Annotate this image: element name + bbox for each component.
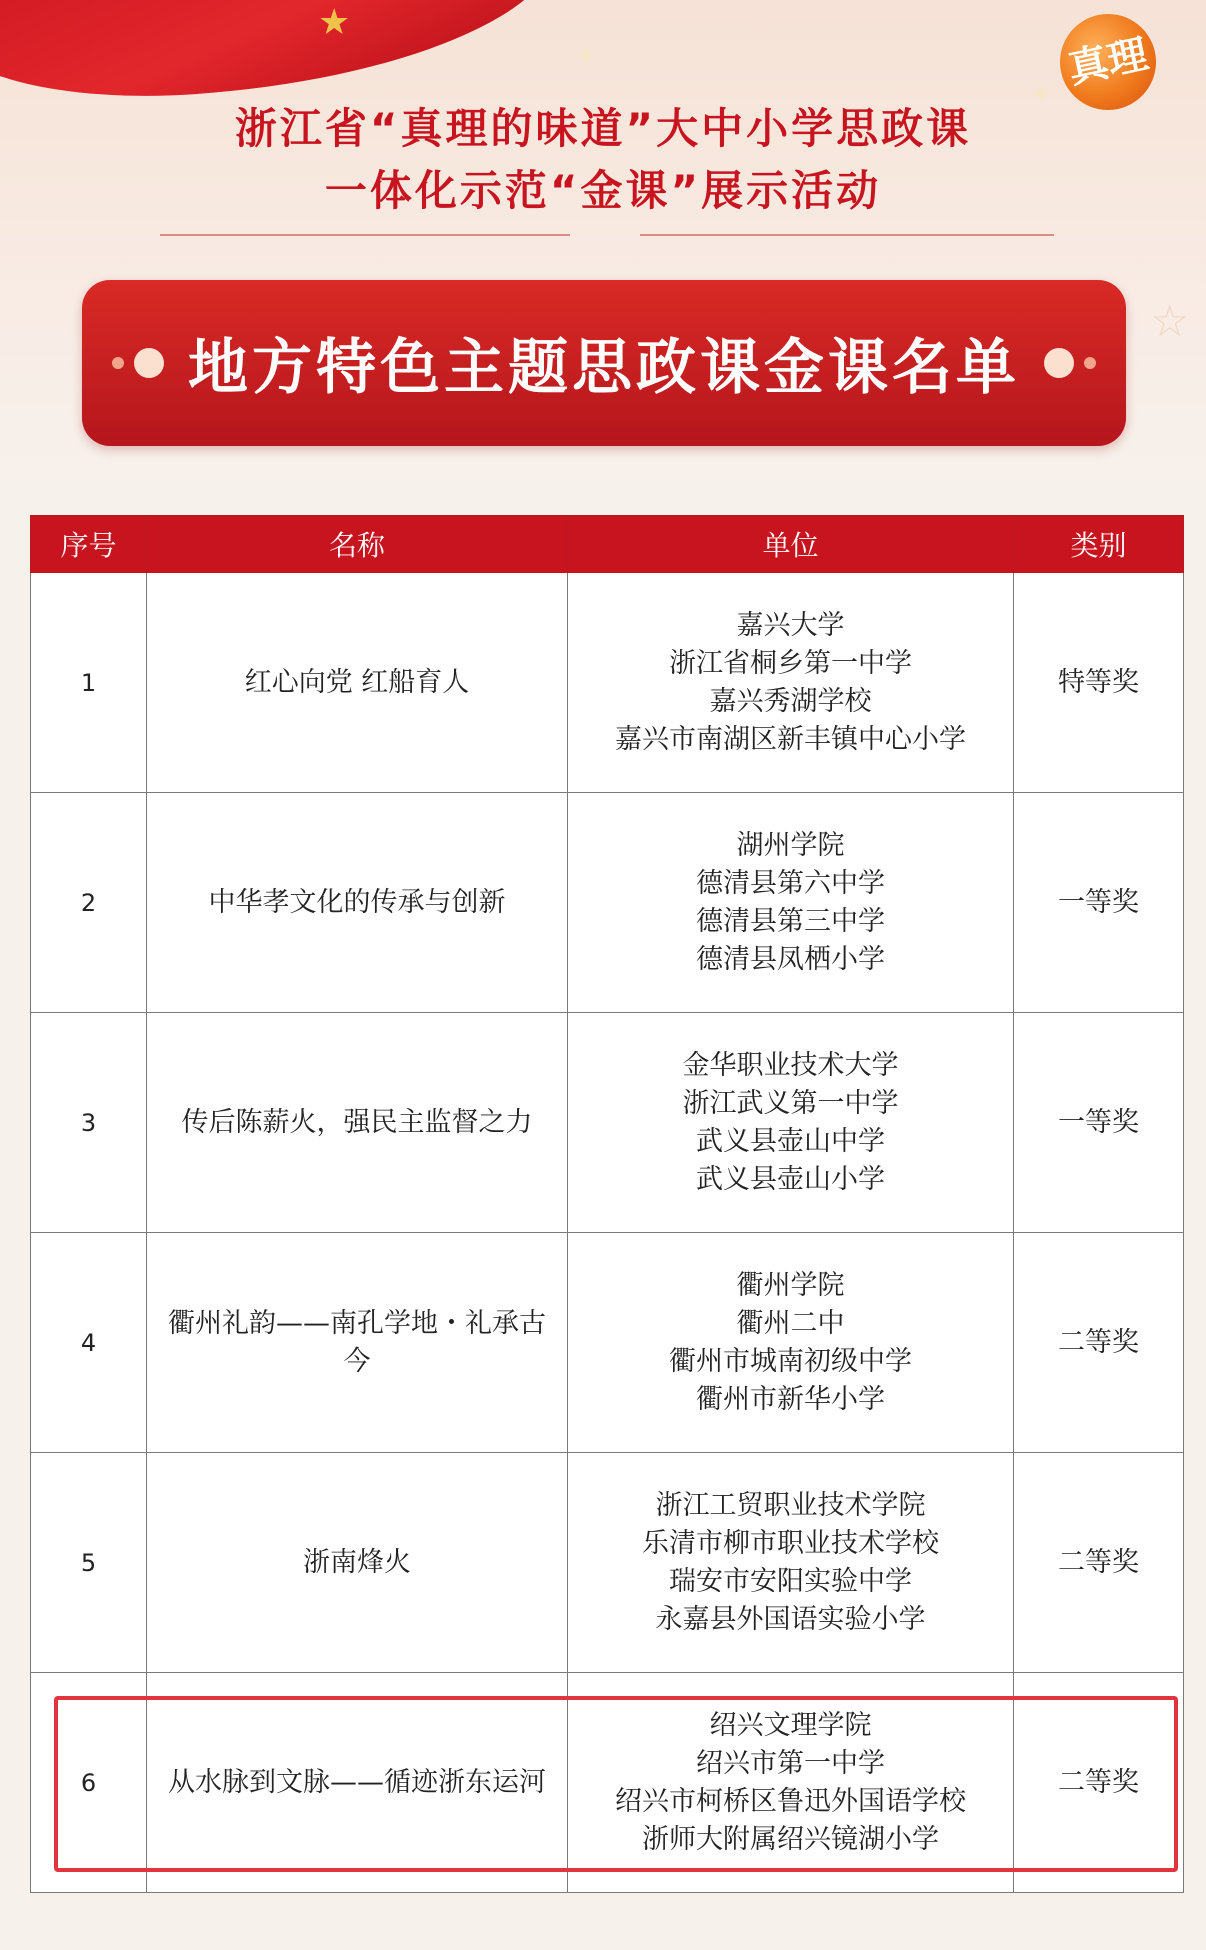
- column-header-unit: 单位: [568, 516, 1014, 573]
- table-row: [31, 573, 1184, 793]
- table-row: [31, 793, 1184, 1013]
- unit-item: 嘉兴市南湖区新丰镇中心小学: [615, 723, 966, 755]
- table-row: [31, 1013, 1184, 1233]
- unit-item: 德清县第六中学: [696, 867, 885, 899]
- row-index: 1: [31, 573, 147, 793]
- row-category: 二等奖: [1014, 1453, 1184, 1673]
- section-banner: [82, 280, 1126, 446]
- banner-title: 地方特色主题思政课金课名单: [188, 333, 1020, 403]
- unit-item: 浙师大附属绍兴镜湖小学: [642, 1823, 939, 1855]
- unit-item: 衢州二中: [736, 1307, 845, 1339]
- divider: [160, 234, 570, 236]
- column-header-name: 名称: [147, 516, 568, 573]
- row-name: 红心向党 红船育人: [147, 573, 568, 793]
- row-units: [568, 1673, 1014, 1893]
- unit-item: 衢州学院: [736, 1269, 845, 1301]
- row-name: 中华孝文化的传承与创新: [147, 793, 568, 1013]
- unit-item: 湖州学院: [736, 829, 845, 861]
- row-index: 3: [31, 1013, 147, 1233]
- red-flag-decoration: [0, 0, 567, 111]
- sparkle-icon: ✦: [575, 42, 597, 72]
- row-index: 6: [31, 1673, 147, 1893]
- row-units: [568, 573, 1014, 793]
- row-index: 4: [31, 1233, 147, 1453]
- unit-item: 嘉兴秀湖学校: [709, 685, 872, 717]
- unit-item: 瑞安市安阳实验中学: [669, 1565, 912, 1597]
- row-units: [568, 1233, 1014, 1453]
- row-units: [568, 1453, 1014, 1673]
- row-name: 传后陈薪火，强民主监督之力: [147, 1013, 568, 1233]
- unit-item: 嘉兴大学: [736, 609, 845, 641]
- unit-item: 德清县第三中学: [696, 905, 885, 937]
- divider: [640, 234, 1054, 236]
- row-category: 特等奖: [1014, 573, 1184, 793]
- row-category: 一等奖: [1014, 1013, 1184, 1233]
- award-table: [30, 515, 1184, 1893]
- unit-item: 乐清市柳市职业技术学校: [642, 1527, 939, 1559]
- page-title-line1: 浙江省“真理的味道”大中小学思政课: [234, 104, 972, 153]
- unit-item: 武义县壶山小学: [696, 1163, 885, 1195]
- unit-item: 绍兴市第一中学: [696, 1747, 885, 1779]
- unit-item: 绍兴市柯桥区鲁迅外国语学校: [615, 1785, 966, 1817]
- banner-dots-right: [1044, 348, 1096, 378]
- table-row: [31, 1233, 1184, 1453]
- sparkle-icon: ✦: [1030, 80, 1052, 110]
- unit-item: 武义县壶山中学: [696, 1125, 885, 1157]
- column-header-index: 序号: [31, 516, 147, 573]
- unit-item: 衢州市新华小学: [696, 1383, 885, 1415]
- unit-item: 德清县凤栖小学: [696, 943, 885, 975]
- table-row: [31, 1673, 1184, 1893]
- column-header-category: 类别: [1014, 516, 1184, 573]
- row-name: 从水脉到文脉——循迹浙东运河: [147, 1673, 568, 1893]
- unit-item: 浙江工贸职业技术学院: [655, 1489, 926, 1521]
- logo: 真理: [1051, 5, 1165, 119]
- table-header-row: [31, 516, 1184, 573]
- star-icon: ★: [318, 2, 351, 43]
- unit-item: 永嘉县外国语实验小学: [655, 1603, 926, 1635]
- row-category: 二等奖: [1014, 1233, 1184, 1453]
- unit-item: 浙江省桐乡第一中学: [669, 647, 912, 679]
- row-units: [568, 1013, 1014, 1233]
- page-header: [0, 0, 1206, 490]
- row-index: 2: [31, 793, 147, 1013]
- row-name: 浙南烽火: [147, 1453, 568, 1673]
- unit-item: 金华职业技术大学: [682, 1049, 899, 1081]
- unit-item: 浙江武义第一中学: [682, 1087, 899, 1119]
- row-category: 一等奖: [1014, 793, 1184, 1013]
- row-index: 5: [31, 1453, 147, 1673]
- banner-dots-left: [112, 348, 164, 378]
- table-row: [31, 1453, 1184, 1673]
- row-category: 二等奖: [1014, 1673, 1184, 1893]
- page-title-line2: 一体化示范“金课”展示活动: [324, 166, 882, 215]
- unit-item: 衢州市城南初级中学: [669, 1345, 912, 1377]
- star-outline-icon: ☆: [1150, 296, 1190, 347]
- unit-item: 绍兴文理学院: [709, 1709, 872, 1741]
- row-units: [568, 793, 1014, 1013]
- row-name: 衢州礼韵——南孔学地・礼承古今: [147, 1233, 568, 1453]
